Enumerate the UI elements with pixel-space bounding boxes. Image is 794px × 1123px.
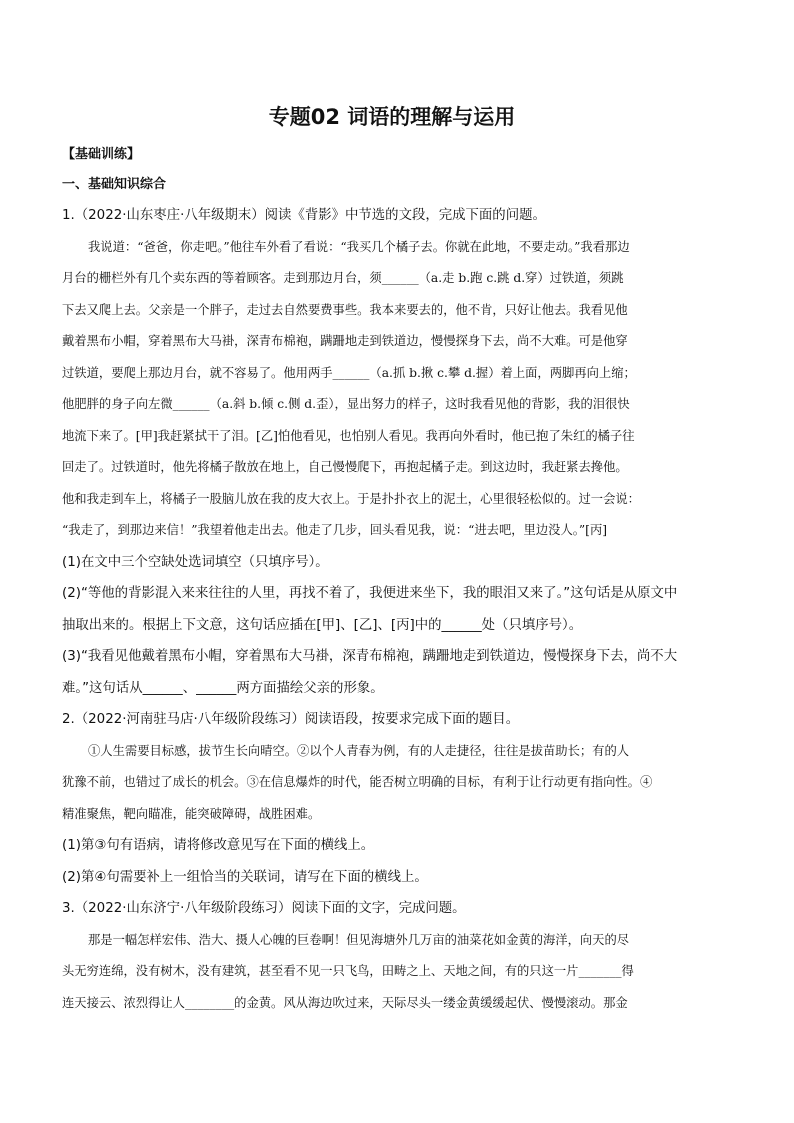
question-1-passage-line: 回走了。过铁道时，他先将橘子散放在地上，自己慢慢爬下，再抱起橘子走。到这边时，我赶紧去搀他。 — [62, 460, 628, 474]
question-1-passage-line: 他肥胖的身子向左微______（a.斜 b.倾 c.侧 d.歪），显出努力的样子，这时我看见他的背影，我的泪很快 — [62, 397, 630, 411]
question-3-passage-line: 那是一幅怎样宏伟、浩大、摄人心魄的巨卷啊！但见海塘外几万亩的油菜花如金黄的海洋，向天的尽 — [88, 932, 630, 947]
question-2-sub-2: (2)第④句需要补上一组恰当的关联词，请写在下面的横线上。 — [62, 869, 428, 885]
question-2-sub-1: (1)第③句有语病，请将修改意见写在下面的横线上。 — [62, 838, 375, 853]
question-1-passage-line: “我走了，到那边来信！”我望着他走出去。他走了几步，回头看见我，说：“进去吧，里边没人。”[丙] — [62, 523, 608, 537]
question-1-passage-line: 戴着黑布小帽，穿着黑布大马褂，深青布棉袍，蹒跚地走到铁道边，慢慢探身下去，尚不大难。可是他穿 — [62, 334, 628, 348]
question-1-sub-3: (3)“我看见他戴着黑布小帽，穿着黑布大马褂，深青布棉袍，蹒跚地走到铁道边，慢慢探身下去，尚不大 — [62, 649, 678, 664]
question-2-head: 2.（2022·河南驻马店·八年级阶段练习）阅读语段，按要求完成下面的题目。 — [62, 712, 520, 727]
question-1-passage-line: 我说道：“爸爸，你走吧。”他往车外看了看说：“我买几个橘子去。你就在此地，不要走动。”我看那边 — [88, 239, 630, 254]
page-title: 专题02 词语的理解与运用 — [268, 105, 516, 129]
question-1-sub-2: (2)“等他的背影混入来来往往的人里，再找不着了，我便进来坐下，我的眼泪又来了。”这句话是从原文中 — [62, 586, 678, 601]
question-2-passage-line: 犹豫不前，也错过了成长的机会。③在信息爆炸的时代，能否树立明确的目标，有利于让行动更有指向性。④ — [62, 775, 653, 789]
question-1-passage-line: 地流下来了。[甲]我赶紧拭干了泪。[乙]怕他看见，也怕别人看见。我再向外看时，他已抱了朱红的橘子往 — [62, 428, 635, 443]
question-1-head: 1.（2022·山东枣庄·八年级期末）阅读《背影》中节选的文段，完成下面的问题。 — [62, 208, 546, 223]
question-1-sub-1: (1)在文中三个空缺处选词填空（只填序号）。 — [62, 554, 329, 570]
question-3-passage-line: 头无穷连绵，没有树木，没有建筑，甚至看不见一只飞鸟，田畴之上、天地之间，有的只这一片_______得 — [62, 964, 634, 978]
section-basic-training: 【基础训练】 — [62, 147, 141, 162]
question-2 — [62, 704, 722, 893]
question-1 — [62, 200, 722, 704]
section-basic-knowledge: 一、基础知识综合 — [62, 177, 167, 192]
question-1-sub-2-cont: 抽取出来的。根据上下文意，这句话应插在[甲]、[乙]、[丙]中的______处（只填序号）。 — [62, 617, 583, 633]
question-1-sub-3-cont: 难。”这句话从______、______两方面描绘父亲的形象。 — [62, 680, 384, 696]
question-1-passage-line: 下去又爬上去。父亲是一个胖子，走过去自然要费事些。我本来要去的，他不肯，只好让他去。我看见他 — [62, 302, 628, 317]
question-1-passage-line: 过铁道，要爬上那边月台，就不容易了。他用两手______（a.抓 b.揪 c.攀 d.握）着上面，两脚再向上缩； — [62, 365, 636, 380]
question-2-passage-line: 精准聚焦，靶向瞄准，能突破障碍，战胜困难。 — [62, 806, 321, 821]
question-3-passage-line: 连天接云、浓烈得让人________的金黄。风从海边吹过来，天际尽头一缕金黄缓缓起伏、慢慢滚动。那金 — [62, 995, 628, 1010]
question-2-passage-line: ①人生需要目标感，拔节生长向晴空。②以个人青春为例，有的人走捷径，往往是拔苗助长；有的人 — [88, 743, 630, 758]
question-1-passage-line: 他和我走到车上，将橘子一股脑儿放在我的皮大衣上。于是扑扑衣上的泥土，心里很轻松似的。过一会说： — [62, 491, 640, 506]
question-3 — [62, 893, 722, 1019]
question-1-passage-line: 月台的栅栏外有几个卖东西的等着顾客。走到那边月台，须______（a.走 b.跑 c.跳 d.穿）过铁道，须跳 — [62, 271, 624, 285]
question-3-head: 3.（2022·山东济宁·八年级阶段练习）阅读下面的文字，完成问题。 — [62, 901, 466, 916]
